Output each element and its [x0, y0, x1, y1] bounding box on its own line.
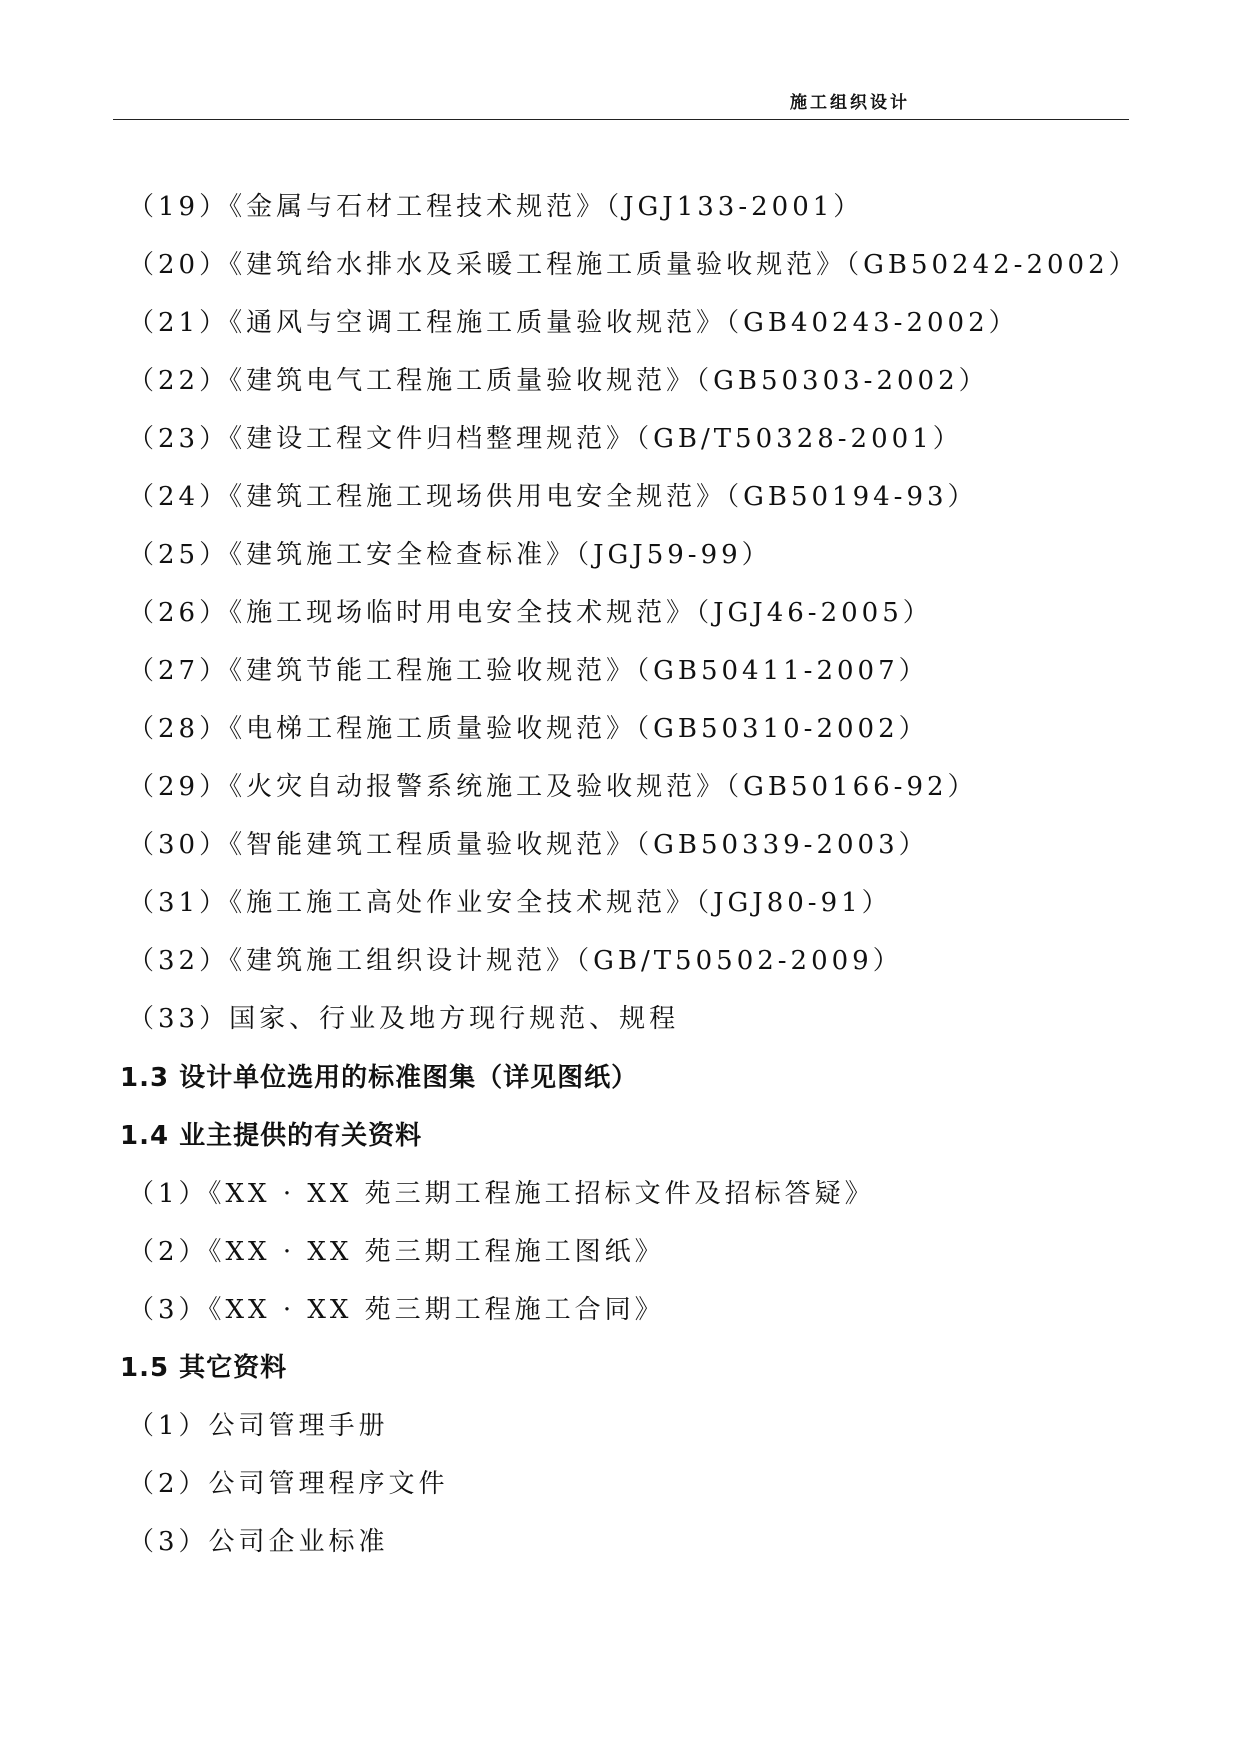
- list-item: （1）公司管理手册: [128, 1411, 389, 1441]
- reference-item: （24）《建筑工程施工现场供用电安全规范》（GB50194-93）: [128, 482, 978, 512]
- running-header-title: 施工组织设计: [790, 93, 910, 113]
- reference-item: （26）《施工现场临时用电安全技术规范》（JGJ46-2005）: [128, 598, 933, 628]
- reference-item: （32）《建筑施工组织设计规范》（GB/T50502-2009）: [128, 946, 903, 976]
- reference-item: （23）《建设工程文件归档整理规范》（GB/T50328-2001）: [128, 424, 963, 454]
- section-heading-1-5: 1.5 其它资料: [120, 1353, 288, 1383]
- header-rule: [113, 119, 1129, 120]
- list-item: （3）公司企业标准: [128, 1527, 389, 1557]
- reference-item: （33）国家、行业及地方现行规范、规程: [128, 1004, 680, 1034]
- list-item: （3）《XX · XX 苑三期工程施工合同》: [128, 1295, 665, 1325]
- reference-item: （29）《火灾自动报警系统施工及验收规范》（GB50166-92）: [128, 772, 978, 802]
- reference-item: （27）《建筑节能工程施工验收规范》（GB50411-2007）: [128, 656, 929, 686]
- list-item: （2）公司管理程序文件: [128, 1469, 449, 1499]
- reference-item: （28）《电梯工程施工质量验收规范》（GB50310-2002）: [128, 714, 929, 744]
- section-heading-1-4: 1.4 业主提供的有关资料: [120, 1121, 423, 1151]
- reference-item: （21）《通风与空调工程施工质量验收规范》（GB40243-2002）: [128, 308, 1019, 338]
- list-item: （1）《XX · XX 苑三期工程施工招标文件及招标答疑》: [128, 1179, 875, 1209]
- reference-item: （22）《建筑电气工程施工质量验收规范》（GB50303-2002）: [128, 366, 989, 396]
- reference-item: （20）《建筑给水排水及采暖工程施工质量验收规范》（GB50242-2002）: [128, 250, 1139, 280]
- reference-item: （19）《金属与石材工程技术规范》（JGJ133-2001）: [128, 192, 864, 222]
- section-heading-1-3: 1.3 设计单位选用的标准图集（详见图纸）: [120, 1063, 639, 1093]
- reference-item: （25）《建筑施工安全检查标准》（JGJ59-99）: [128, 540, 772, 570]
- list-item: （2）《XX · XX 苑三期工程施工图纸》: [128, 1237, 665, 1267]
- reference-item: （30）《智能建筑工程质量验收规范》（GB50339-2003）: [128, 830, 929, 860]
- reference-item: （31）《施工施工高处作业安全技术规范》（JGJ80-91）: [128, 888, 892, 918]
